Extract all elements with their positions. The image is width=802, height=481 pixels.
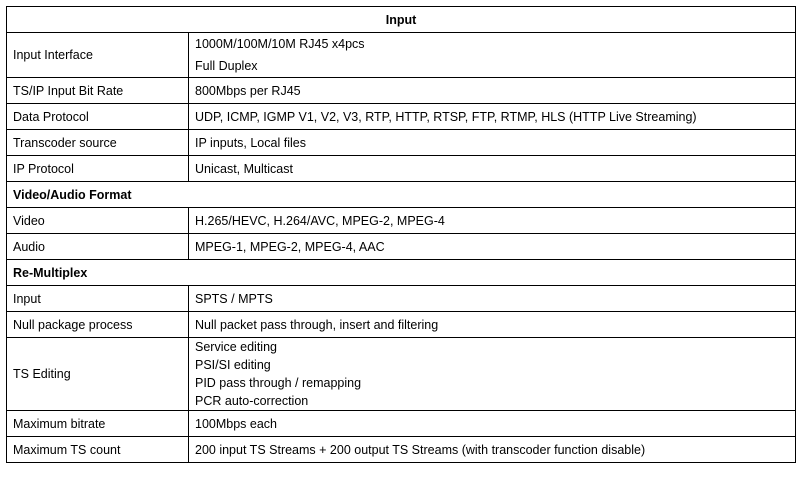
table-title-row	[7, 7, 796, 33]
row-value	[189, 104, 796, 130]
table-row	[7, 78, 796, 104]
row-label-null-package-process: Null package process	[7, 312, 189, 338]
row-value	[189, 312, 796, 338]
value-line: Service editing	[195, 340, 277, 354]
table-row	[7, 208, 796, 234]
row-label-maximum-bitrate: Maximum bitrate	[7, 411, 189, 437]
section-header-row	[7, 260, 796, 286]
table-row	[7, 33, 796, 78]
value-line: Unicast, Multicast	[195, 161, 293, 176]
value-line: PID pass through / remapping	[195, 376, 362, 390]
row-value	[189, 33, 796, 78]
value-line: UDP, ICMP, IGMP V1, V2, V3, RTP, HTTP, RTSP, FTP, RTMP, HLS (HTTP Live Streaming)	[195, 109, 697, 124]
value-line: Null packet pass through, insert and filtering	[195, 317, 439, 332]
section-header-row	[7, 182, 796, 208]
table-row	[7, 437, 796, 463]
row-label-ts-editing: TS Editing	[7, 338, 189, 411]
row-label-ts-ip-input-bit-rate: TS/IP Input Bit Rate	[7, 78, 189, 104]
row-label-input-interface: Input Interface	[7, 33, 189, 78]
row-label-audio: Audio	[7, 234, 189, 260]
table-row	[7, 156, 796, 182]
value-line: 100Mbps each	[195, 416, 278, 431]
section-header-video-audio-format: Video/Audio Format	[7, 182, 796, 208]
table-row	[7, 130, 796, 156]
row-value	[189, 411, 796, 437]
spec-table-body	[7, 7, 796, 463]
row-value	[189, 286, 796, 312]
row-value	[189, 130, 796, 156]
row-value	[189, 234, 796, 260]
table-row	[7, 104, 796, 130]
value-line: PCR auto-correction	[195, 394, 309, 408]
table-row	[7, 411, 796, 437]
table-row	[7, 312, 796, 338]
row-value	[189, 156, 796, 182]
table-row	[7, 234, 796, 260]
row-label-transcoder-source: Transcoder source	[7, 130, 189, 156]
value-line: H.265/HEVC, H.264/AVC, MPEG-2, MPEG-4	[195, 213, 445, 228]
row-value	[189, 437, 796, 463]
spec-table	[6, 6, 796, 463]
value-line: 200 input TS Streams + 200 output TS Streams (with transcoder function disable)	[195, 442, 646, 457]
row-value	[189, 208, 796, 234]
row-label-video: Video	[7, 208, 189, 234]
row-label-input: Input	[7, 286, 189, 312]
value-line: SPTS / MPTS	[195, 291, 273, 306]
table-title: Input	[7, 7, 796, 33]
row-value	[189, 338, 796, 411]
value-line: Full Duplex	[195, 59, 258, 73]
section-header-re-multiplex: Re-Multiplex	[7, 260, 796, 286]
value-line: 800Mbps per RJ45	[195, 83, 301, 98]
row-label-ip-protocol: IP Protocol	[7, 156, 189, 182]
row-label-data-protocol: Data Protocol	[7, 104, 189, 130]
table-row	[7, 286, 796, 312]
value-line: MPEG-1, MPEG-2, MPEG-4, AAC	[195, 239, 385, 254]
value-line: 1000M/100M/10M RJ45 x4pcs	[195, 37, 365, 51]
value-line: PSI/SI editing	[195, 358, 271, 372]
row-value	[189, 78, 796, 104]
row-label-maximum-ts-count: Maximum TS count	[7, 437, 189, 463]
value-line: IP inputs, Local files	[195, 135, 306, 150]
table-row	[7, 338, 796, 411]
